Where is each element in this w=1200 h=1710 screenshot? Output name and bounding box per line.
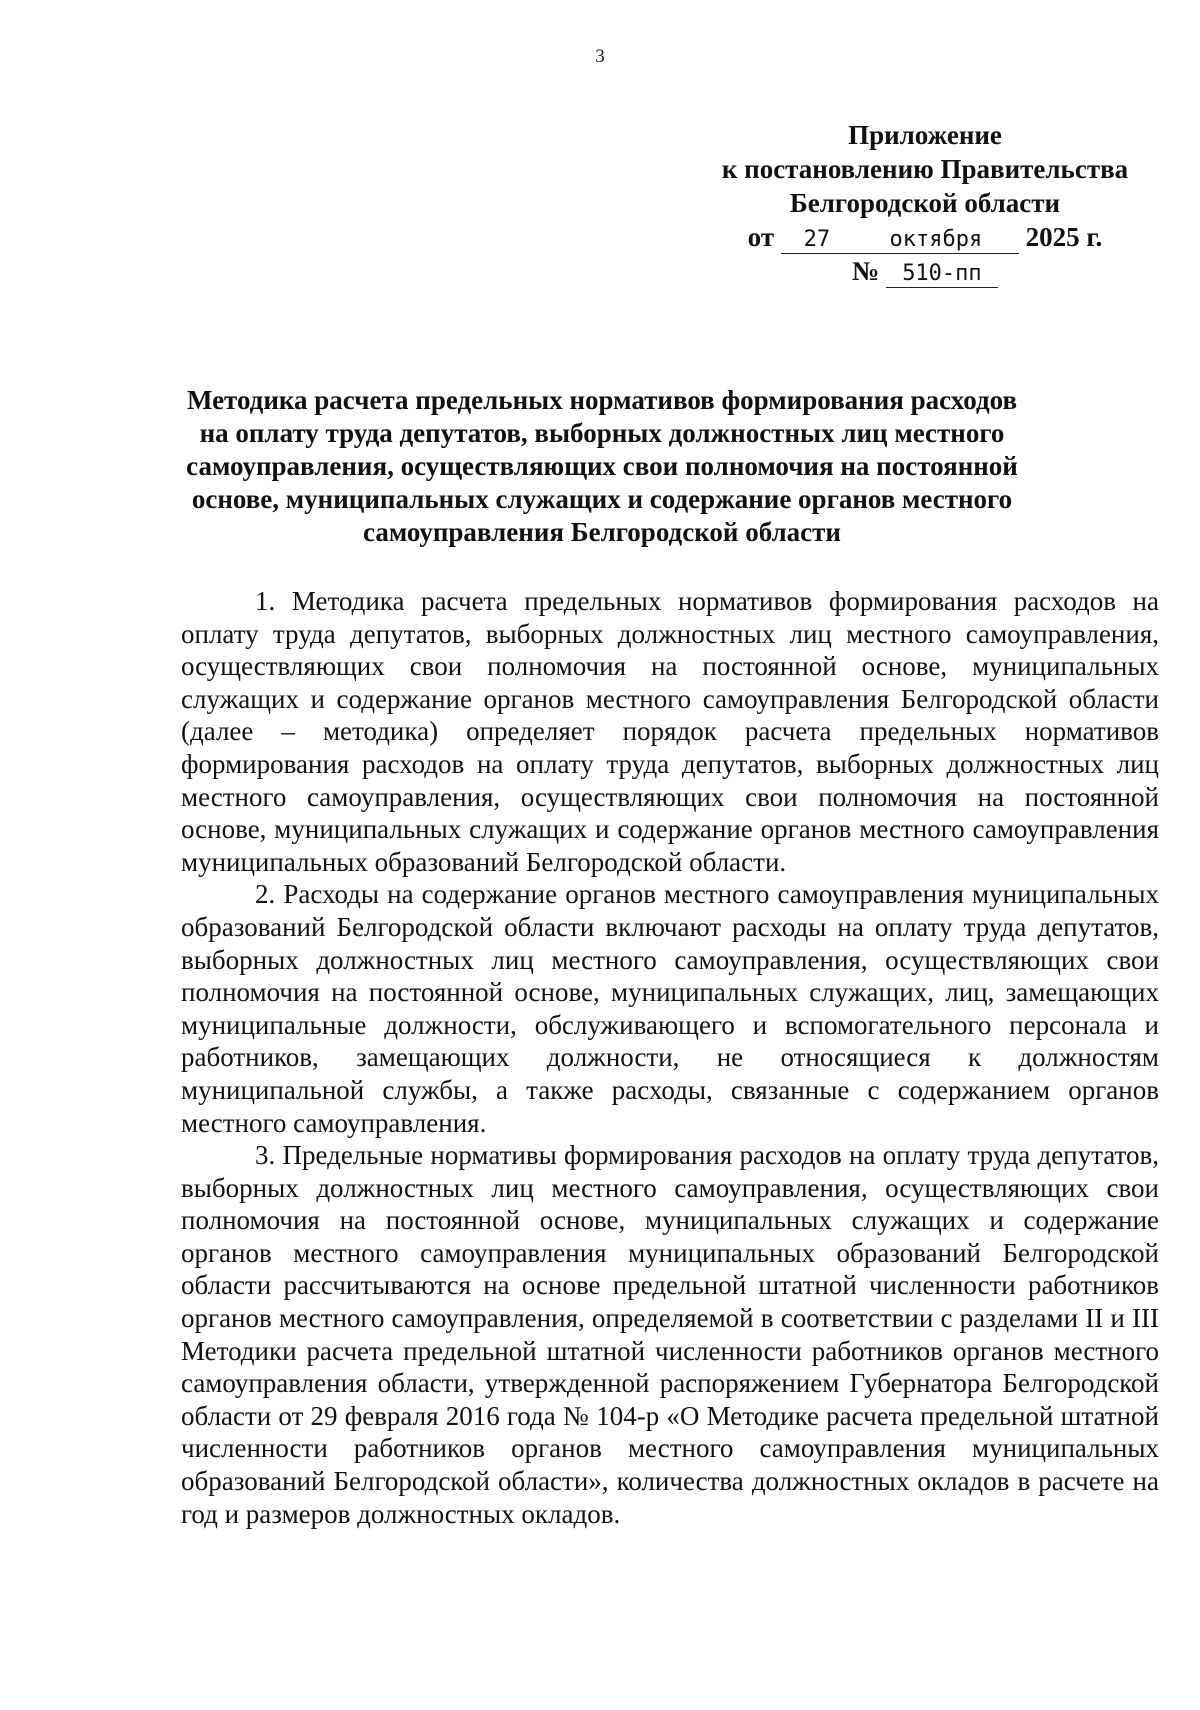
- paragraph-2: 2. Расходы на содержание органов местного самоуправления муниципальных образований Белгородской области включают расходы на оплату труда депутатов, выборных должностных лиц местного самоуправления, осуществляющих свои полномочия на постоянной основе, муниципальных служащих, лиц, замещающих муниципальные должности, обслуживающего и вспомогательного персонала и работников, замещающих должности, не относящиеся к должностям муниципальной службы, а также расходы, связанные с содержанием органов местного самоуправления.: [181, 879, 1159, 1138]
- paragraph-1: 1. Методика расчета предельных нормативов формирования расходов на оплату труда депутатов, выборных должностных лиц местного самоуправления, осуществляющих свои полномочия на постоянной основе, муниципальных служащих и содержание органов местного самоуправления Белгородской области (далее – методика) определяет порядок расчета предельных нормативов формирования расходов на оплату труда депутатов, выборных должностных лиц местного самоуправления, осуществляющих свои полномочия на постоянной основе, муниципальных служащих и содержание органов местного самоуправления муниципальных образований Белгородской области.: [181, 586, 1159, 877]
- date-year: 2025 г.: [1025, 222, 1103, 252]
- date-month: октября: [853, 227, 1019, 254]
- document-number: 510-пп: [886, 261, 998, 288]
- date-prefix: от: [747, 222, 775, 252]
- appendix-region: Белгородской области: [789, 188, 1061, 218]
- appendix-date-line: [680, 220, 1170, 254]
- paragraph-3: 3. Предельные нормативы формирования расходов на оплату труда депутатов, выборных должностных лиц местного самоуправления, осуществляющих свои полномочия на постоянной основе, муниципальных служащих и содержание органов местного самоуправления муниципальных образований Белгородской области рассчитываются на основе предельной штатной численности работников органов местного самоуправления, определяемой в соответствии с разделами II и III Методики расчета предельной штатной численности работников органов местного самоуправления области, утвержденной распоряжением Губернатора Белгородской области от 29 февраля 2016 года № 104-р «О Методике расчета предельной штатной численности работников органов местного самоуправления муниципальных образований Белгородской области», количества должностных окладов в расчете на год и размеров должностных окладов.: [181, 1140, 1159, 1529]
- document-body: [181, 585, 1159, 1530]
- page-number: 3: [595, 46, 605, 67]
- document-title: Методика расчета предельных нормативов формирования расходов на оплату труда депутатов, выборных должностных лиц местного самоуправления, осуществляющих свои полномочия на постоянной основе, муниципальных служащих и содержание органов местного самоуправления Белгородской области: [186, 385, 1018, 547]
- date-day: 27: [781, 227, 853, 254]
- appendix-block: [680, 118, 1170, 288]
- appendix-reference: к постановлению Правительства: [721, 154, 1129, 184]
- appendix-number-line: [680, 254, 1170, 288]
- appendix-heading: Приложение: [848, 120, 1002, 150]
- number-prefix: №: [852, 256, 880, 286]
